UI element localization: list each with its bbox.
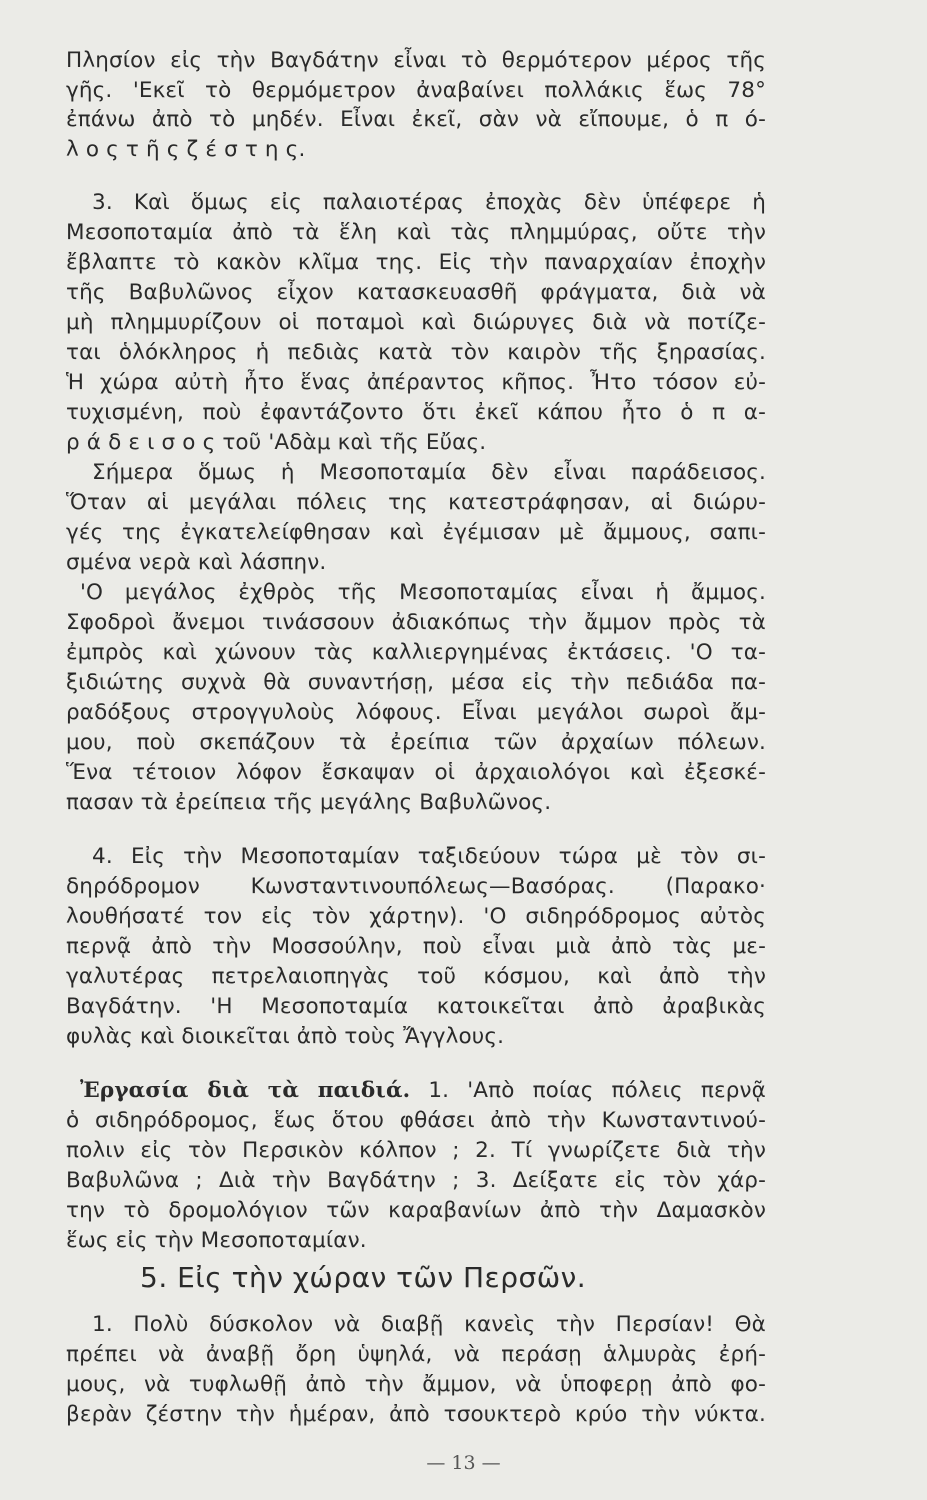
text-line: πολιν εἰς τὸν Περσικὸν κόλπον ; 2. Τί γνωρίζετε διὰ τὴν	[66, 1138, 766, 1163]
page-number: — 13 —	[426, 1452, 501, 1474]
text-line: ἔβλαπτε τὸ κακὸν κλῖμα της. Εἰς τὴν παναρχαίαν ἐποχὴν	[66, 250, 766, 275]
text-line: ἕως εἰς τὴν Μεσοποταμίαν.	[66, 1228, 367, 1253]
text-line: Ἡ χώρα αὐτὴ ἦτο ἕνας ἀπέραντος κῆπος. Ἦτο τόσον εὐ-	[66, 370, 766, 395]
text-line: πασαν τὰ ἐρείπεια τῆς μεγάλης Βαβυλῶνος.	[66, 790, 552, 815]
text-line: Μεσοποταμία ἀπὸ τὰ ἕλη καὶ τὰς πλημμύρας, οὔτε τὴν	[66, 220, 766, 245]
section-heading: 5. Εἰς τὴν χώραν τῶν Περσῶν.	[140, 1261, 587, 1294]
text-line: ται ὁλόκληρος ἡ πεδιὰς κατὰ τὸν καιρὸν τῆς ξηρασίας.	[66, 340, 766, 365]
text-line: τυχισμένη, ποὺ ἐφαντάζοντο ὅτι ἐκεῖ κάπου ἦτο ὁ π α-	[66, 400, 766, 425]
text-line: 'Ο μεγάλος ἐχθρὸς τῆς Μεσοποταμίας εἶναι ἡ ἄμμος.	[80, 580, 766, 605]
text-line: Σήμερα ὅμως ἡ Μεσοποταμία δὲν εἶναι παράδεισος.	[92, 460, 766, 485]
text-line: μὴ πλημμυρίζουν οἱ ποταμοὶ καὶ διώρυγες διὰ νὰ ποτίζε-	[66, 310, 766, 335]
text-line: Πλησίον εἰς τὴν Βαγδάτην εἶναι τὸ θερμότερον μέρος τῆς	[66, 48, 766, 73]
text-line: ὁ σιδηρόδρομος, ἕως ὅτου φθάσει ἀπὸ τὴν Κωνσταντινού-	[66, 1108, 766, 1133]
text-line: γαλυτέρας πετρελαιοπηγὰς τοῦ κόσμου, καὶ ἀπὸ τὴν	[66, 964, 766, 989]
text-line: μου, ποὺ σκεπάζουν τὰ ἐρείπια τῶν ἀρχαίων πόλεων.	[66, 730, 766, 755]
text-line: Ἕνα τέτοιον λόφον ἔσκαψαν οἱ ἀρχαιολόγοι καὶ ἐξεσκέ-	[66, 760, 766, 785]
text-line: μους, νὰ τυφλωθῇ ἀπὸ τὴν ἄμμον, νὰ ὑποφερῃ ἀπὸ φο-	[66, 1372, 766, 1397]
text-line: 4. Εἰς τὴν Μεσοποταμίαν ταξιδεύουν τώρα μὲ τὸν σι-	[92, 844, 766, 869]
text-line: Ὅταν αἱ μεγάλαι πόλεις της κατεστράφησαν, αἱ διώρυ-	[66, 490, 766, 515]
text-line: σμένα νερὰ καὶ λάσπην.	[66, 550, 327, 575]
text-line: πρέπει νὰ ἀναβῇ ὄρη ὑψηλά, νὰ περάσῃ ἁλμυρὰς ἐρή-	[66, 1342, 766, 1367]
text-line: 1. Πολὺ δύσκολον νὰ διαβῇ κανεὶς τὴν Περσίαν! Θὰ	[92, 1312, 766, 1337]
text-line: ξιδιώτης συχνὰ θὰ συναντήσῃ, μέσα εἰς τὴν πεδιάδα πα-	[66, 670, 766, 695]
text-line: ἐπάνω ἀπὸ τὸ μηδέν. Εἶναι ἐκεῖ, σὰν νὰ εἴπουμε, ὁ π ό-	[66, 107, 766, 132]
task-first-line	[80, 1076, 766, 1106]
text-line: περνᾷ ἀπὸ τὴν Μοσσούλην, ποὺ εἶναι μιὰ ἀπὸ τὰς με-	[66, 934, 766, 959]
text-line: Βαγδάτην. 'Η Μεσοποταμία κατοικεῖται ἀπὸ ἀραβικὰς	[66, 994, 766, 1019]
text-line: βερὰν ζέστην τὴν ἡμέραν, ἀπὸ τσουκτερὸ κρύο τὴν νύκτα.	[66, 1402, 766, 1427]
text-line: 3. Καὶ ὅμως εἰς παλαιοτέρας ἐποχὰς δὲν ὑπέφερε ἡ	[92, 190, 766, 215]
text-line: ἐμπρὸς καὶ χώνουν τὰς καλλιεργημένας ἐκτάσεις. 'Ο τα-	[66, 640, 766, 665]
text-line: τῆς Βαβυλῶνος εἶχον κατασκευασθῆ φράγματα, διὰ νὰ	[66, 280, 766, 305]
text-line: Βαβυλῶνα ; Διὰ τὴν Βαγδάτην ; 3. Δείξατε εἰς τὸν χάρ-	[66, 1168, 766, 1193]
task-label: Ἐργασία διὰ τὰ παιδιά.	[80, 1078, 411, 1103]
text-line: ρ ά δ ε ι σ ο ς τοῦ 'Αδὰμ καὶ τῆς Εὔας.	[66, 430, 487, 455]
text-line: γές της ἐγκατελείφθησαν καὶ ἐγέμισαν μὲ ἄμμους, σαπι-	[66, 520, 766, 545]
text-line: λ ο ς τ ῆ ς ζ έ σ τ η ς.	[66, 137, 306, 162]
text-line: την τὸ δρομολόγιον τῶν καραβανίων ἀπὸ τὴν Δαμασκὸν	[66, 1198, 766, 1223]
text-line: φυλὰς καὶ διοικεῖται ἀπὸ τοὺς Ἄγγλους.	[66, 1024, 505, 1049]
text-line: δηρόδρομον Κωνσταντινουπόλεως—Βασόρας. (Παρακο·	[66, 874, 766, 899]
text-line: γῆς. 'Εκεῖ τὸ θερμόμετρον ἀναβαίνει πολλάκις ἕως 78°	[66, 78, 766, 103]
text-line: Σφοδροὶ ἄνεμοι τινάσσουν ἀδιακόπως τὴν ἄμμον πρὸς τὰ	[66, 610, 766, 635]
text-line: ραδόξους στρογγυλοὺς λόφους. Εἶναι μεγάλοι σωροὶ ἄμ-	[66, 700, 766, 725]
task-first-rest: 1. 'Απὸ ποίας πόλεις περνᾷ	[410, 1078, 766, 1103]
text-line: λουθήσατέ τον εἰς τὸν χάρτην). 'Ο σιδηρόδρομος αὐτὸς	[66, 904, 766, 929]
